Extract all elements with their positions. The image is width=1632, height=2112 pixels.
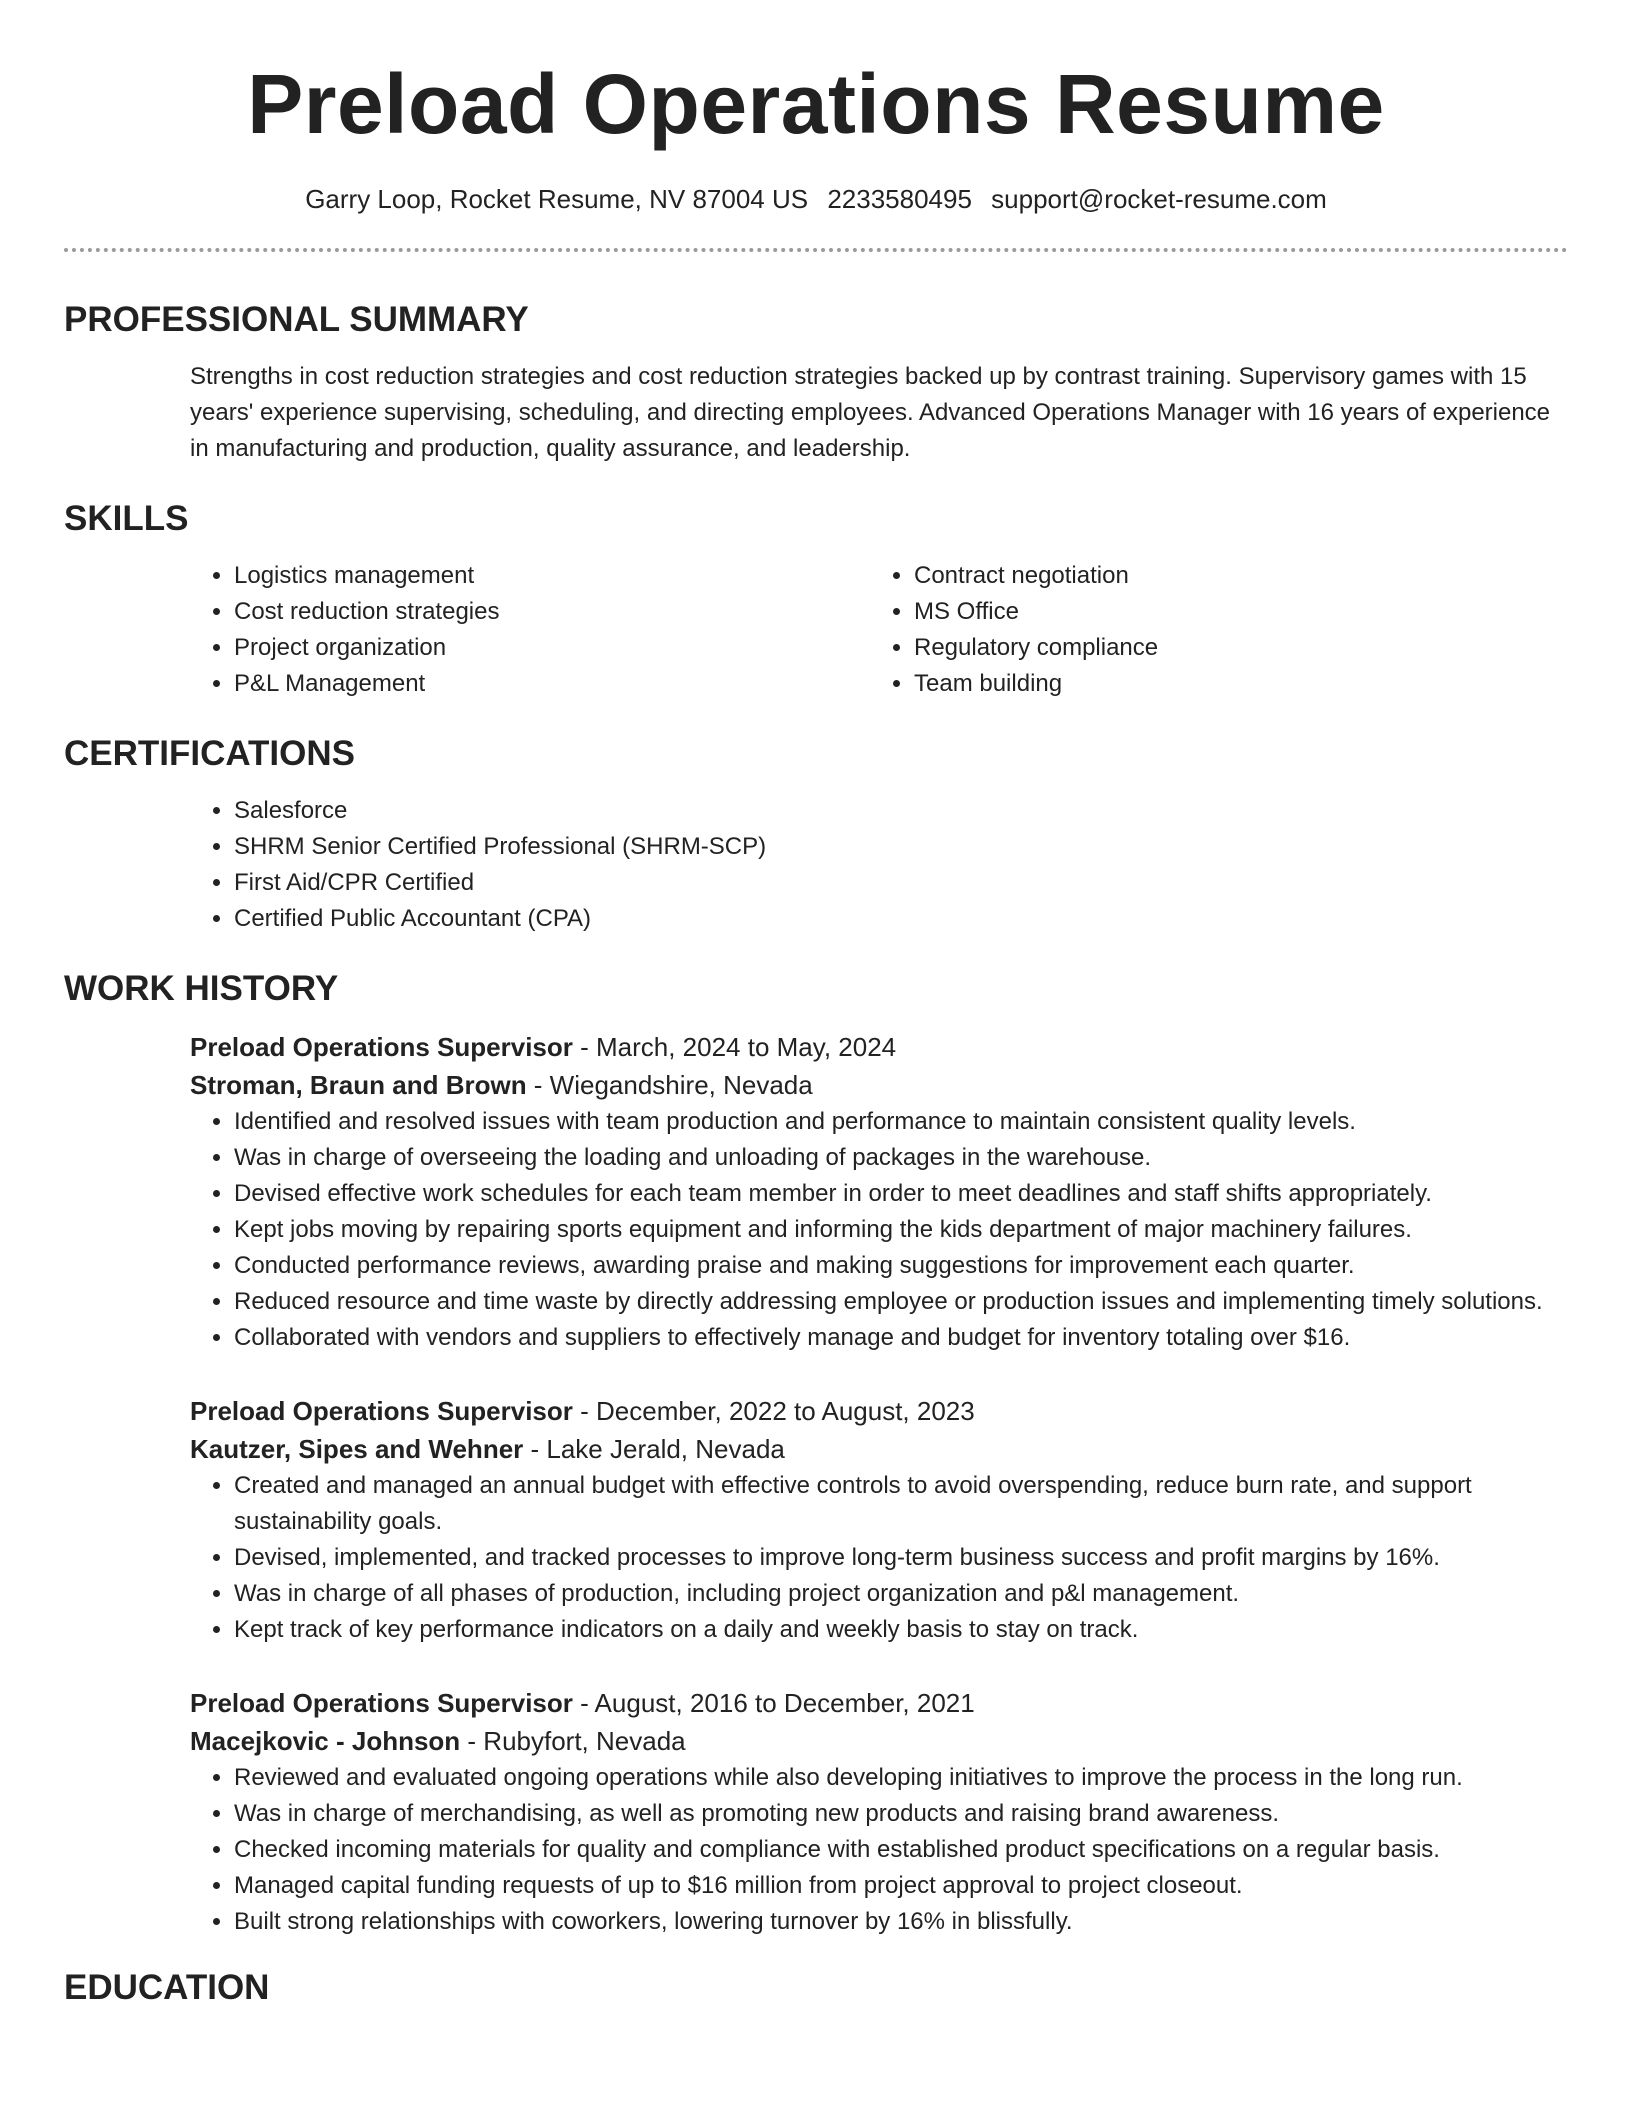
- work-history-section: [64, 971, 1568, 1940]
- certifications-section: [64, 736, 1568, 937]
- job-bullet: • Reduced resource and time waste by directly addressing employee or production issues and implementing timely solutions.: [234, 1284, 1560, 1320]
- summary-text: Strengths in cost reduction strategies and cost reduction strategies backed up by contrast training. Supervisory games with 15 years' experience supervising, scheduling, and directing employees. Advanced Operations Manager with 16 years of experience in manufacturing and production, quality assurance, and leadership.: [190, 363, 1551, 462]
- section-heading: PROFESSIONAL SUMMARY: [64, 300, 529, 339]
- resume-page: [64, 0, 1568, 2005]
- certification-item: • Salesforce: [234, 793, 1560, 829]
- certification-item: • SHRM Senior Certified Professional (SHRM-SCP): [234, 829, 1560, 865]
- contact-email: support@rocket-resume.com: [991, 184, 1327, 214]
- job-bullet-list: [190, 1104, 1560, 1356]
- job-dates: - August, 2016 to December, 2021: [572, 1688, 975, 1718]
- job-company-line: [190, 1722, 1560, 1760]
- job-role: Preload Operations Supervisor: [190, 1032, 573, 1062]
- job-company: Stroman, Braun and Brown: [190, 1070, 527, 1100]
- contact-line: [64, 186, 1568, 212]
- skills-grid: [190, 558, 1560, 702]
- section-heading: EDUCATION: [64, 1968, 270, 2007]
- job-location: - Lake Jerald, Nevada: [523, 1434, 785, 1464]
- skill-item: • Team building: [914, 666, 1550, 702]
- skill-item: • Contract negotiation: [914, 558, 1550, 594]
- section-heading: WORK HISTORY: [64, 969, 339, 1008]
- job-location: - Wiegandshire, Nevada: [526, 1070, 813, 1100]
- skill-item: • MS Office: [914, 594, 1550, 630]
- job-bullet: • Conducted performance reviews, awarding praise and making suggestions for improvement each quarter.: [234, 1248, 1560, 1284]
- skill-item: • Project organization: [234, 630, 870, 666]
- education-section: [64, 1970, 1568, 2005]
- job-entry: [190, 1028, 1560, 1356]
- job-entry: [190, 1392, 1560, 1648]
- job-role: Preload Operations Supervisor: [190, 1396, 573, 1426]
- job-bullet: • Collaborated with vendors and suppliers to effectively manage and budget for inventory totaling over $16.: [234, 1320, 1560, 1356]
- job-title-line: [190, 1028, 1560, 1066]
- skill-item: • Cost reduction strategies: [234, 594, 870, 630]
- job-bullet-list: [190, 1468, 1560, 1648]
- job-bullet: • Kept track of key performance indicators on a daily and weekly basis to stay on track.: [234, 1612, 1560, 1648]
- job-bullet: • Was in charge of merchandising, as well as promoting new products and raising brand awareness.: [234, 1796, 1560, 1832]
- job-bullet: • Was in charge of all phases of production, including project organization and p&l management.: [234, 1576, 1560, 1612]
- job-company: Kautzer, Sipes and Wehner: [190, 1434, 524, 1464]
- job-role: Preload Operations Supervisor: [190, 1688, 573, 1718]
- job-entry: [190, 1684, 1560, 1940]
- job-dates: - December, 2022 to August, 2023: [572, 1396, 975, 1426]
- job-dates: - March, 2024 to May, 2024: [572, 1032, 897, 1062]
- skill-item: • P&L Management: [234, 666, 870, 702]
- job-location: - Rubyfort, Nevada: [460, 1726, 686, 1756]
- skills-column-right: [870, 558, 1550, 702]
- job-bullet: • Was in charge of overseeing the loading and unloading of packages in the warehouse.: [234, 1140, 1560, 1176]
- job-bullet: • Reviewed and evaluated ongoing operations while also developing initiatives to improve the process in the long run.: [234, 1760, 1560, 1796]
- job-title-line: [190, 1392, 1560, 1430]
- job-bullet: • Created and managed an annual budget with effective controls to avoid overspending, reduce burn rate, and support sustainability goals.: [234, 1468, 1560, 1540]
- job-bullet: • Kept jobs moving by repairing sports equipment and informing the kids department of major machinery failures.: [234, 1212, 1560, 1248]
- certification-item: • First Aid/CPR Certified: [234, 865, 1560, 901]
- job-bullet: • Checked incoming materials for quality and compliance with established product specifications on a regular basis.: [234, 1832, 1560, 1868]
- skills-section: [64, 501, 1568, 702]
- professional-summary-section: [64, 302, 1568, 467]
- header-divider: [64, 248, 1568, 252]
- section-heading: CERTIFICATIONS: [64, 734, 356, 773]
- job-company: Macejkovic - Johnson: [190, 1726, 461, 1756]
- skill-item: • Regulatory compliance: [914, 630, 1550, 666]
- job-bullet: • Devised, implemented, and tracked processes to improve long-term business success and profit margins by 16%.: [234, 1540, 1560, 1576]
- job-company-line: [190, 1066, 1560, 1104]
- certification-item: • Certified Public Accountant (CPA): [234, 901, 1560, 937]
- certifications-list: [190, 793, 1560, 937]
- job-title-line: [190, 1684, 1560, 1722]
- job-bullet: • Managed capital funding requests of up to $16 million from project approval to project closeout.: [234, 1868, 1560, 1904]
- skills-column-left: [190, 558, 870, 702]
- contact-phone: 2233580495: [827, 184, 972, 214]
- job-bullet: • Built strong relationships with coworkers, lowering turnover by 16% in blissfully.: [234, 1904, 1560, 1940]
- skill-item: • Logistics management: [234, 558, 870, 594]
- section-heading: SKILLS: [64, 499, 189, 538]
- job-bullet: • Devised effective work schedules for each team member in order to meet deadlines and staff shifts appropriately.: [234, 1176, 1560, 1212]
- job-company-line: [190, 1430, 1560, 1468]
- page-title: Preload Operations Resume: [247, 57, 1385, 151]
- job-bullet: • Identified and resolved issues with team production and performance to maintain consistent quality levels.: [234, 1104, 1560, 1140]
- job-bullet-list: [190, 1760, 1560, 1940]
- contact-address: Garry Loop, Rocket Resume, NV 87004 US: [305, 184, 809, 214]
